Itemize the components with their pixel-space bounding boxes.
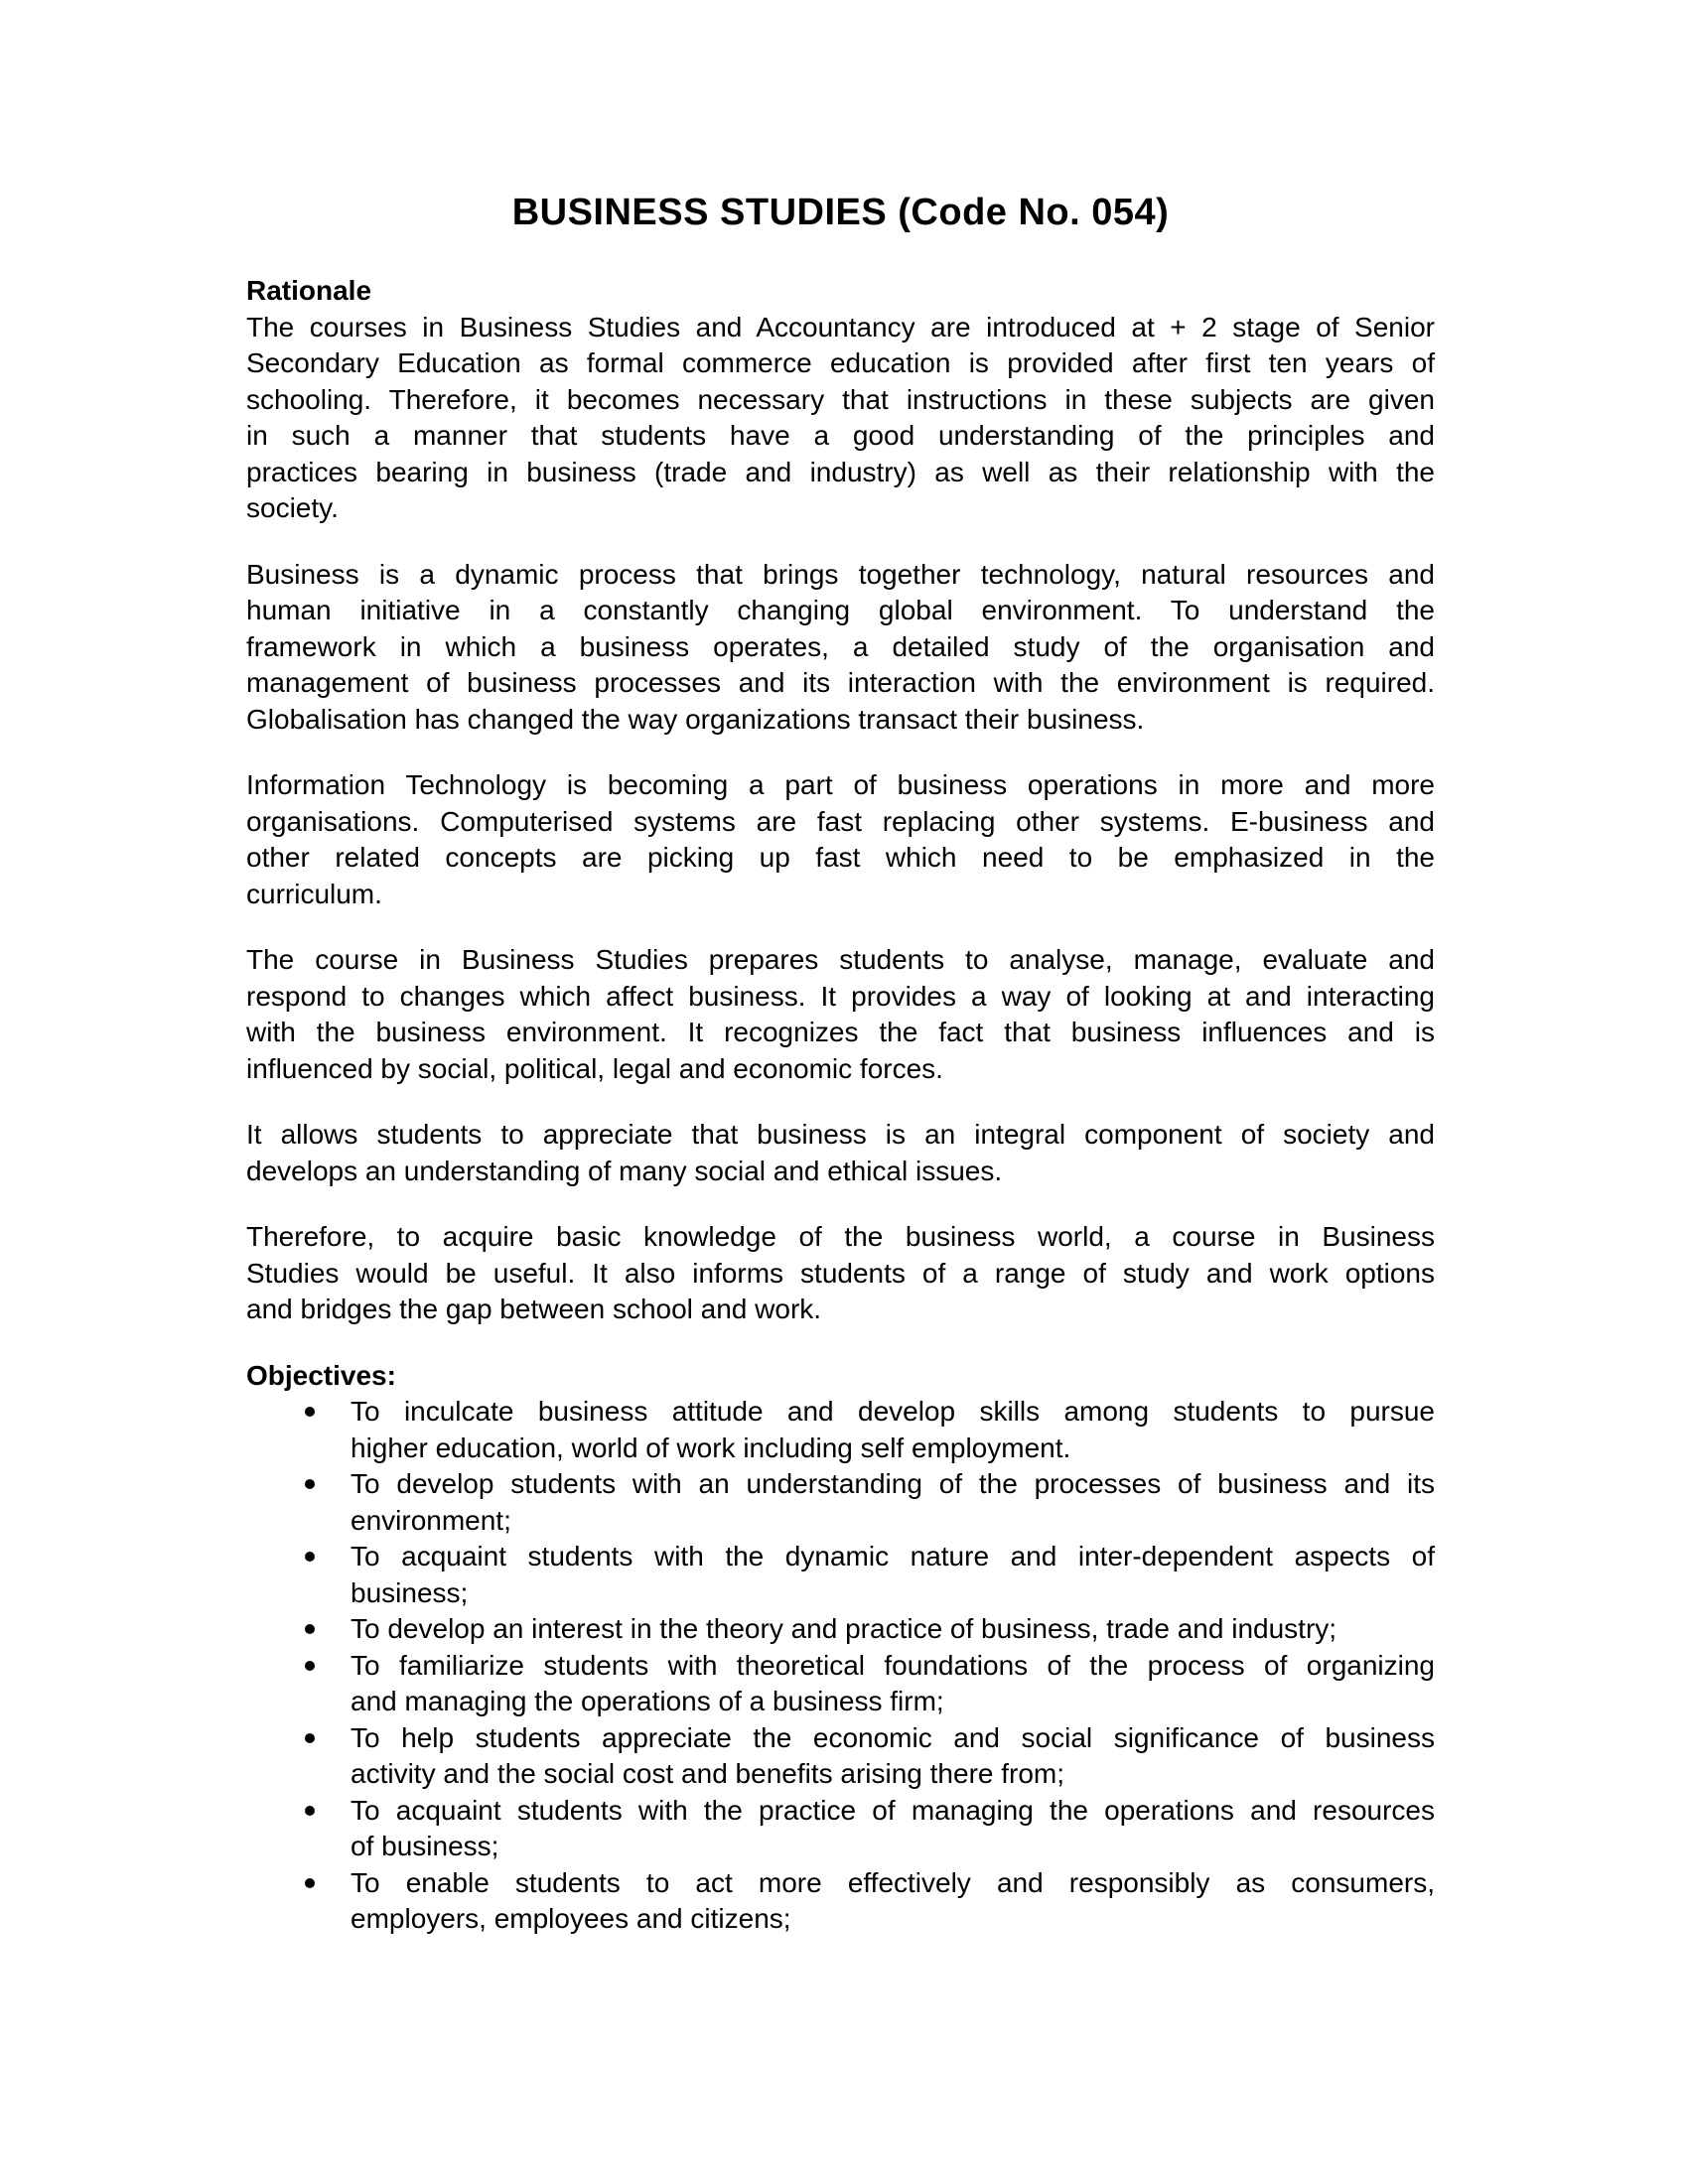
- bullet-icon: [305, 1733, 315, 1743]
- paragraph-line: respond to changes which affect business. It provides a way of looking at and interacting: [246, 980, 1435, 1012]
- paragraph-line: other related concepts are picking up fast which need to be emphasized in the: [246, 842, 1435, 873]
- paragraph: [246, 1117, 1435, 1189]
- objective-item: [246, 1793, 1435, 1865]
- objective-line: of business;: [351, 1831, 499, 1861]
- objective-item: [246, 1720, 1435, 1793]
- paragraph-line: Therefore, to acquire basic knowledge of the business world, a course in Business: [246, 1221, 1435, 1252]
- objective-line: activity and the social cost and benefits arising there from;: [351, 1758, 1065, 1789]
- paragraph-line: Business is a dynamic process that brings together technology, natural resources and: [246, 558, 1435, 590]
- objective-line: business;: [351, 1576, 469, 1608]
- paragraph-line: The course in Business Studies prepares students to analyse, manage, evaluate and: [246, 944, 1435, 975]
- paragraph-line: management of business processes and its interaction with the environment is required.: [246, 667, 1435, 698]
- objective-line: higher education, world of work including self employment.: [351, 1432, 1071, 1463]
- paragraph-line: and bridges the gap between school and work.: [246, 1294, 822, 1324]
- paragraph-line: framework in which a business operates, a detailed study of the organisation and: [246, 630, 1435, 662]
- paragraph: [246, 557, 1435, 739]
- objectives-heading: Objectives:: [246, 1359, 396, 1391]
- bullet-icon: [305, 1661, 315, 1671]
- paragraph: [246, 942, 1435, 1087]
- paragraph-line: develops an understanding of many social and ethical issues.: [246, 1155, 1003, 1186]
- bullet-icon: [305, 1407, 315, 1417]
- objective-item: [246, 1611, 1435, 1648]
- objective-line: To inculcate business attitude and develop skills among students to pursue: [351, 1396, 1435, 1427]
- paragraph-line: Secondary Education as formal commerce education is provided after first ten years of: [246, 347, 1435, 378]
- paragraph-line: Studies would be useful. It also informs students of a range of study and work options: [246, 1257, 1435, 1289]
- paragraph-line: It allows students to appreciate that business is an integral component of society and: [246, 1119, 1435, 1150]
- objective-line: To familiarize students with theoretical foundations of the process of organizing: [351, 1649, 1435, 1681]
- paragraph-line: schooling. Therefore, it becomes necessary that instructions in these subjects are given: [246, 383, 1435, 415]
- bullet-icon: [305, 1624, 315, 1634]
- paragraph-line: organisations. Computerised systems are fast replacing other systems. E-business and: [246, 805, 1435, 837]
- objective-line: and managing the operations of a business firm;: [351, 1686, 944, 1716]
- paragraph-line: curriculum.: [246, 878, 382, 909]
- bullet-icon: [305, 1878, 315, 1888]
- objective-line: To help students appreciate the economic and social significance of business: [351, 1721, 1435, 1753]
- objective-item: [246, 1394, 1435, 1466]
- bullet-icon: [305, 1806, 315, 1816]
- paragraph-line: Globalisation has changed the way organizations transact their business.: [246, 703, 1145, 735]
- objective-item: [246, 1466, 1435, 1539]
- objective-item: [246, 1865, 1435, 1938]
- paragraph-line: The courses in Business Studies and Accountancy are introduced at + 2 stage of Senior: [246, 311, 1435, 342]
- document-content: [246, 0, 1435, 1938]
- paragraph: [246, 1219, 1435, 1328]
- paragraph: [246, 310, 1435, 527]
- bullet-icon: [305, 1479, 315, 1489]
- objective-line: employers, employees and citizens;: [351, 1903, 791, 1934]
- paragraph-line: with the business environment. It recognizes the fact that business influences and is: [246, 1017, 1435, 1047]
- paragraph-line: society.: [246, 492, 339, 523]
- objective-line: To enable students to act more effectively and responsibly as consumers,: [351, 1866, 1435, 1898]
- page-title: BUSINESS STUDIES (Code No. 054): [511, 192, 1170, 233]
- paragraph-line: Information Technology is becoming a part of business operations in more and more: [246, 769, 1435, 800]
- objective-line: To acquaint students with the practice of managing the operations and resources: [351, 1794, 1435, 1826]
- objective-line: To develop an interest in the theory and practice of business, trade and industry;: [351, 1613, 1337, 1644]
- paragraph-line: in such a manner that students have a good understanding of the principles and: [246, 420, 1435, 451]
- paragraph: [246, 767, 1435, 912]
- rationale-heading: Rationale: [246, 275, 372, 306]
- objective-line: environment;: [351, 1504, 511, 1536]
- paragraph-line: practices bearing in business (trade and industry) as well as their relationship with the: [246, 456, 1435, 487]
- paragraph-line: influenced by social, political, legal and economic forces.: [246, 1052, 943, 1084]
- objective-item: [246, 1539, 1435, 1611]
- objective-line: To develop students with an understanding of the processes of business and its: [351, 1468, 1435, 1499]
- paragraph-line: human initiative in a constantly changing global environment. To understand the: [246, 595, 1435, 625]
- objectives-list: [246, 1394, 1435, 1938]
- objective-item: [246, 1648, 1435, 1720]
- bullet-icon: [305, 1552, 315, 1562]
- objective-line: To acquaint students with the dynamic nature and inter-dependent aspects of: [351, 1541, 1435, 1571]
